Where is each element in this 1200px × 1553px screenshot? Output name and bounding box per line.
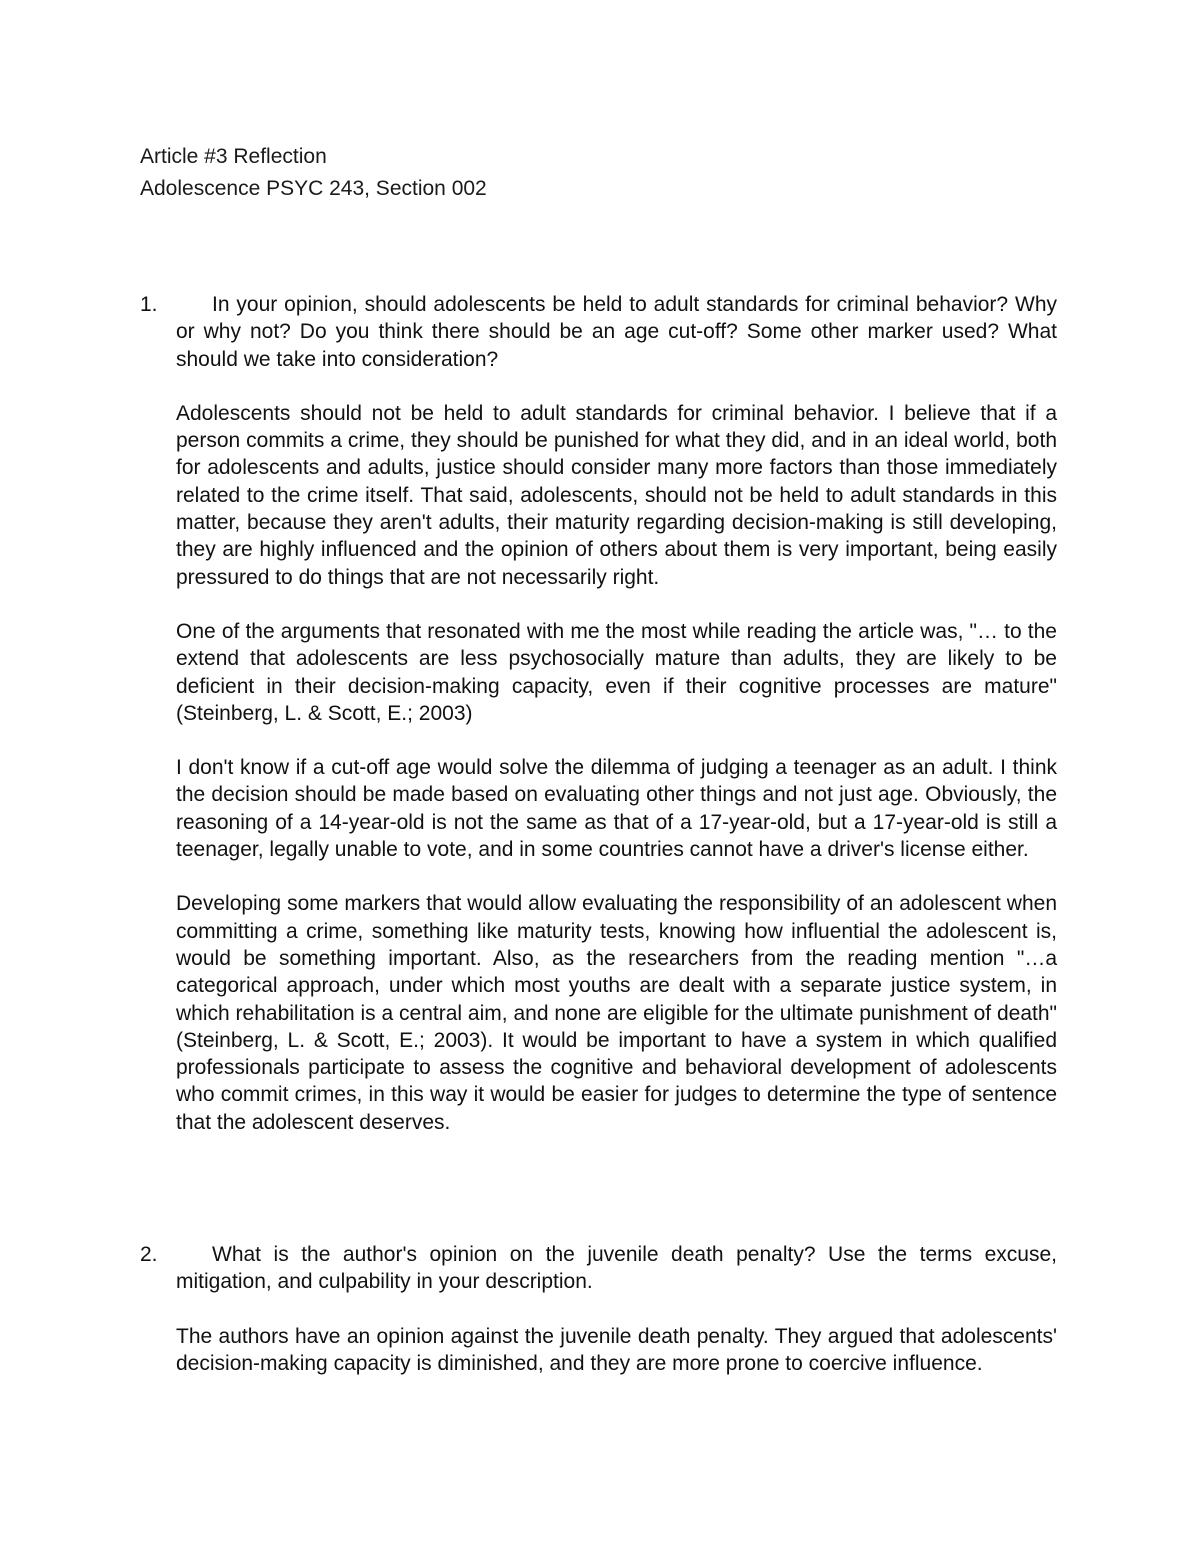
question-body: [176, 291, 1057, 1136]
question-prompt: In your opinion, should adolescents be held to adult standards for criminal behavior? Why or why not? Do you think there should be an age cut-off? Some other marker used? What should we take into consideration?: [176, 293, 1057, 371]
answer-paragraph: Developing some markers that would allow evaluating the responsibility of an adolescent when committing a crime, something like maturity tests, knowing how influential the adolescent is, would be something important. Also, as the researchers from the reading mention "…a categorical approach, under which most youths are dealt with a separate justice system, in which rehabilitation is a central aim, and none are eligible for the ultimate punishment of death" (Steinberg, L. & Scott, E.; 2003). It would be important to have a system in which qualified professionals participate to assess the cognitive and behavioral development of adolescents who commit crimes, in this way it would be easier for judges to determine the type of sentence that the adolescent deserves.: [176, 892, 1057, 1134]
question-number: 2.: [140, 1243, 158, 1266]
answer-paragraph: The authors have an opinion against the juvenile death penalty. They argued that adolescents' decision-making capacity is diminished, and they are more prone to coercive influence.: [176, 1324, 1057, 1375]
course-info: Adolescence PSYC 243, Section 002: [140, 177, 487, 200]
question-body: [176, 1241, 1057, 1377]
document-title: Article #3 Reflection: [140, 145, 327, 168]
question-number: 1.: [140, 293, 158, 316]
question-2: [140, 1241, 1057, 1377]
document-header: [140, 141, 1040, 205]
question-1: [140, 291, 1057, 1136]
answer-paragraph: I don't know if a cut-off age would solve the dilemma of judging a teenager as an adult. I think the decision should be made based on evaluating other things and not just age. Obviously, the reasoning of a 14-year-old is not the same as that of a 17-year-old, but a 17-year-old is still a teenager, legally unable to vote, and in some countries cannot have a driver's license either.: [176, 756, 1057, 862]
question-prompt: What is the author's opinion on the juvenile death penalty? Use the terms excuse, mitigation, and culpability in your description.: [176, 1243, 1057, 1294]
answer-paragraph: One of the arguments that resonated with me the most while reading the article was, "… to the extend that adolescents are less psychosocially mature than adults, they are likely to be deficient in their decision-making capacity, even if their cognitive processes are mature" (Steinberg, L. & Scott, E.; 2003): [176, 619, 1057, 725]
answer-paragraph: Adolescents should not be held to adult standards for criminal behavior. I believe that if a person commits a crime, they should be punished for what they did, and in an ideal world, both for adolescents and adults, justice should consider many more factors than those immediately related to the crime itself. That said, adolescents, should not be held to adult standards in this matter, because they aren't adults, their maturity regarding decision-making is still developing, they are highly influenced and the opinion of others about them is very important, being easily pressured to do things that are not necessarily right.: [176, 401, 1057, 589]
